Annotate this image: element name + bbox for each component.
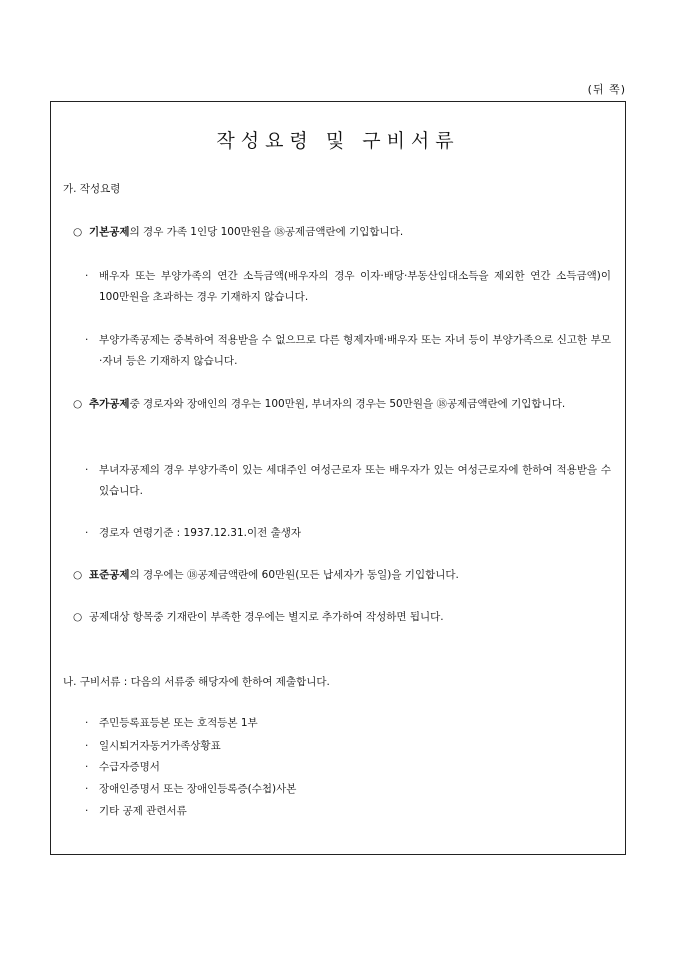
circle-bullet-icon: ○ xyxy=(73,569,83,581)
doc-list-text: 주민등록표등본 또는 호적등본 1부 xyxy=(99,717,258,729)
dot-bullet-icon: · xyxy=(85,805,89,817)
standard-deduction-item xyxy=(73,565,613,585)
doc-list-text: 장애인증명서 또는 장애인등록증(수첩)사본 xyxy=(99,783,297,795)
basic-sub-text-1: 배우자 또는 부양가족의 연간 소득금액(배우자의 경우 이자·배당·부동산임대소득을 제외한 연간 소득금액)이 100만원을 초과하는 경우 기재하지 않습니다. xyxy=(99,270,611,303)
doc-list-text: 일시퇴거자동거가족상황표 xyxy=(99,740,221,752)
additional-deduction-item xyxy=(73,394,613,415)
additional-deduction-label: 추가공제 xyxy=(89,398,130,410)
doc-list-item xyxy=(85,713,611,733)
page-side-label: (뒤 쪽) xyxy=(587,83,626,96)
circle-bullet-icon: ○ xyxy=(73,398,83,410)
dot-bullet-icon: · xyxy=(85,783,89,795)
basic-deduction-label: 기본공제 xyxy=(89,226,130,238)
document-title: 작성요령 및 구비서류 xyxy=(216,130,460,152)
doc-list-item xyxy=(85,801,611,821)
document-frame xyxy=(50,101,626,855)
additional-deduction-text: 중 경로자와 장애인의 경우는 100만원, 부녀자의 경우는 50만원을 ⑱공제금액란에 기입합니다. xyxy=(129,398,566,410)
basic-sub-item-2 xyxy=(85,330,611,372)
dot-bullet-icon: · xyxy=(85,717,89,729)
extra-note-text: 공제대상 항목중 기재란이 부족한 경우에는 별지로 추가하여 작성하면 됩니다. xyxy=(89,611,444,623)
doc-list-item xyxy=(85,757,611,777)
standard-deduction-label: 표준공제 xyxy=(89,569,130,581)
doc-list-item xyxy=(85,779,611,799)
additional-sub-text-2: 경로자 연령기준 : 1937.12.31.이전 출생자 xyxy=(99,527,302,539)
dot-bullet-icon: · xyxy=(85,334,89,346)
basic-sub-text-2: 부양가족공제는 중복하여 적용받을 수 없으므로 다른 형제자매·배우자 또는 자녀 등이 부양가족으로 신고한 부모·자녀 등은 기재하지 않습니다. xyxy=(99,334,611,367)
dot-bullet-icon: · xyxy=(85,740,89,752)
doc-list-text: 기타 공제 관련서류 xyxy=(99,805,187,817)
dot-bullet-icon: · xyxy=(85,270,89,282)
doc-list-text: 수급자증명서 xyxy=(99,761,160,773)
dot-bullet-icon: · xyxy=(85,761,89,773)
standard-deduction-text: 의 경우에는 ⑱공제금액란에 60만원(모든 납세자가 동일)을 기입합니다. xyxy=(129,569,459,581)
additional-sub-item-2 xyxy=(85,523,611,543)
doc-list-item xyxy=(85,736,611,756)
circle-bullet-icon: ○ xyxy=(73,226,83,238)
extra-note-item xyxy=(73,607,613,627)
basic-deduction-item xyxy=(73,222,613,242)
section-a-heading: 가. 작성요령 xyxy=(63,183,121,195)
circle-bullet-icon: ○ xyxy=(73,611,83,623)
dot-bullet-icon: · xyxy=(85,464,89,476)
basic-deduction-text: 의 경우 가족 1인당 100만원을 ⑱공제금액란에 기입합니다. xyxy=(129,226,404,238)
basic-sub-item-1 xyxy=(85,266,611,308)
dot-bullet-icon: · xyxy=(85,527,89,539)
additional-sub-item-1 xyxy=(85,460,611,502)
section-b-heading: 나. 구비서류 : 다음의 서류중 해당자에 한하여 제출합니다. xyxy=(63,676,330,688)
additional-sub-text-1: 부녀자공제의 경우 부양가족이 있는 세대주인 여성근로자 또는 배우자가 있는 여성근로자에 한하여 적용받을 수 있습니다. xyxy=(99,464,611,497)
